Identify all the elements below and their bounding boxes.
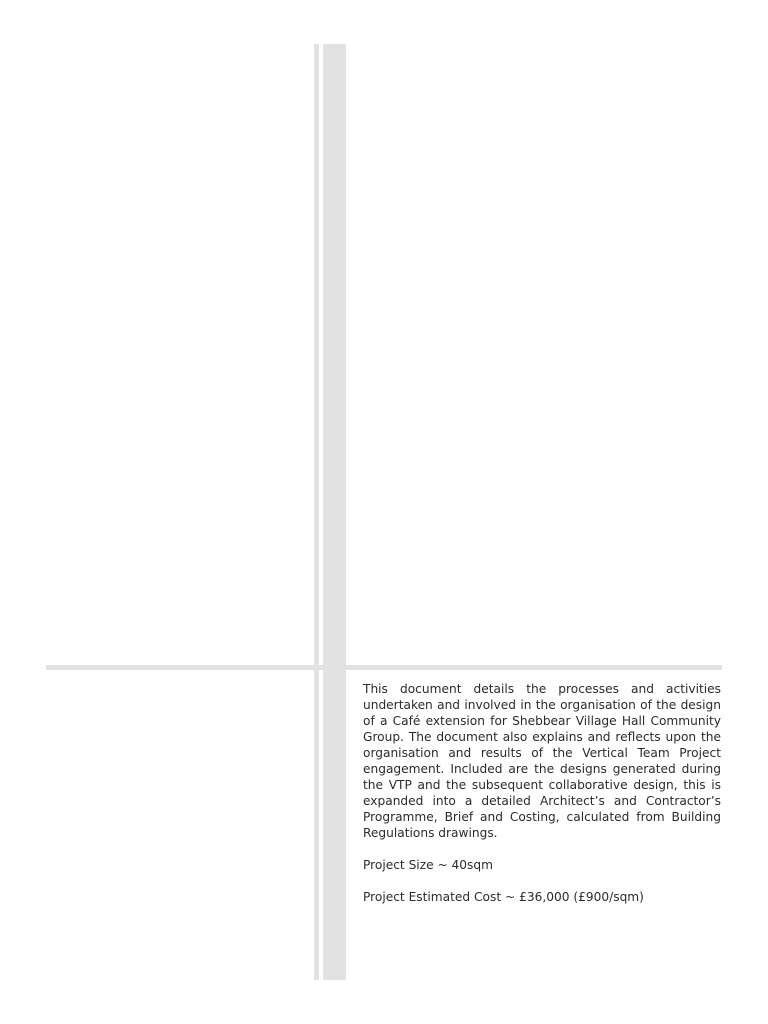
intro-text-block (363, 681, 721, 905)
horizontal-rule-right (346, 665, 722, 670)
document-summary: This document details the processes and activities undertaken and involved in the organisation of the design of a Café extension for Shebbear Village Hall Community Group. The document also explains and reflects upon the organisation and results of the Vertical Team Project engagement. Included are the designs generated during the VTP and the subsequent collaborative design, this is expanded into a detailed Architect’s and Contractor’s Programme, Brief and Costing, calculated from Building Regulations drawings. (363, 682, 721, 840)
project-estimated-cost: Project Estimated Cost ~ £36,000 (£900/sqm) (363, 890, 644, 904)
horizontal-rule-gap (319, 665, 323, 670)
vertical-rule-thin (314, 44, 319, 980)
horizontal-rule-left (46, 665, 314, 670)
vertical-rule-wide (323, 44, 346, 980)
project-size: Project Size ~ 40sqm (363, 858, 494, 872)
